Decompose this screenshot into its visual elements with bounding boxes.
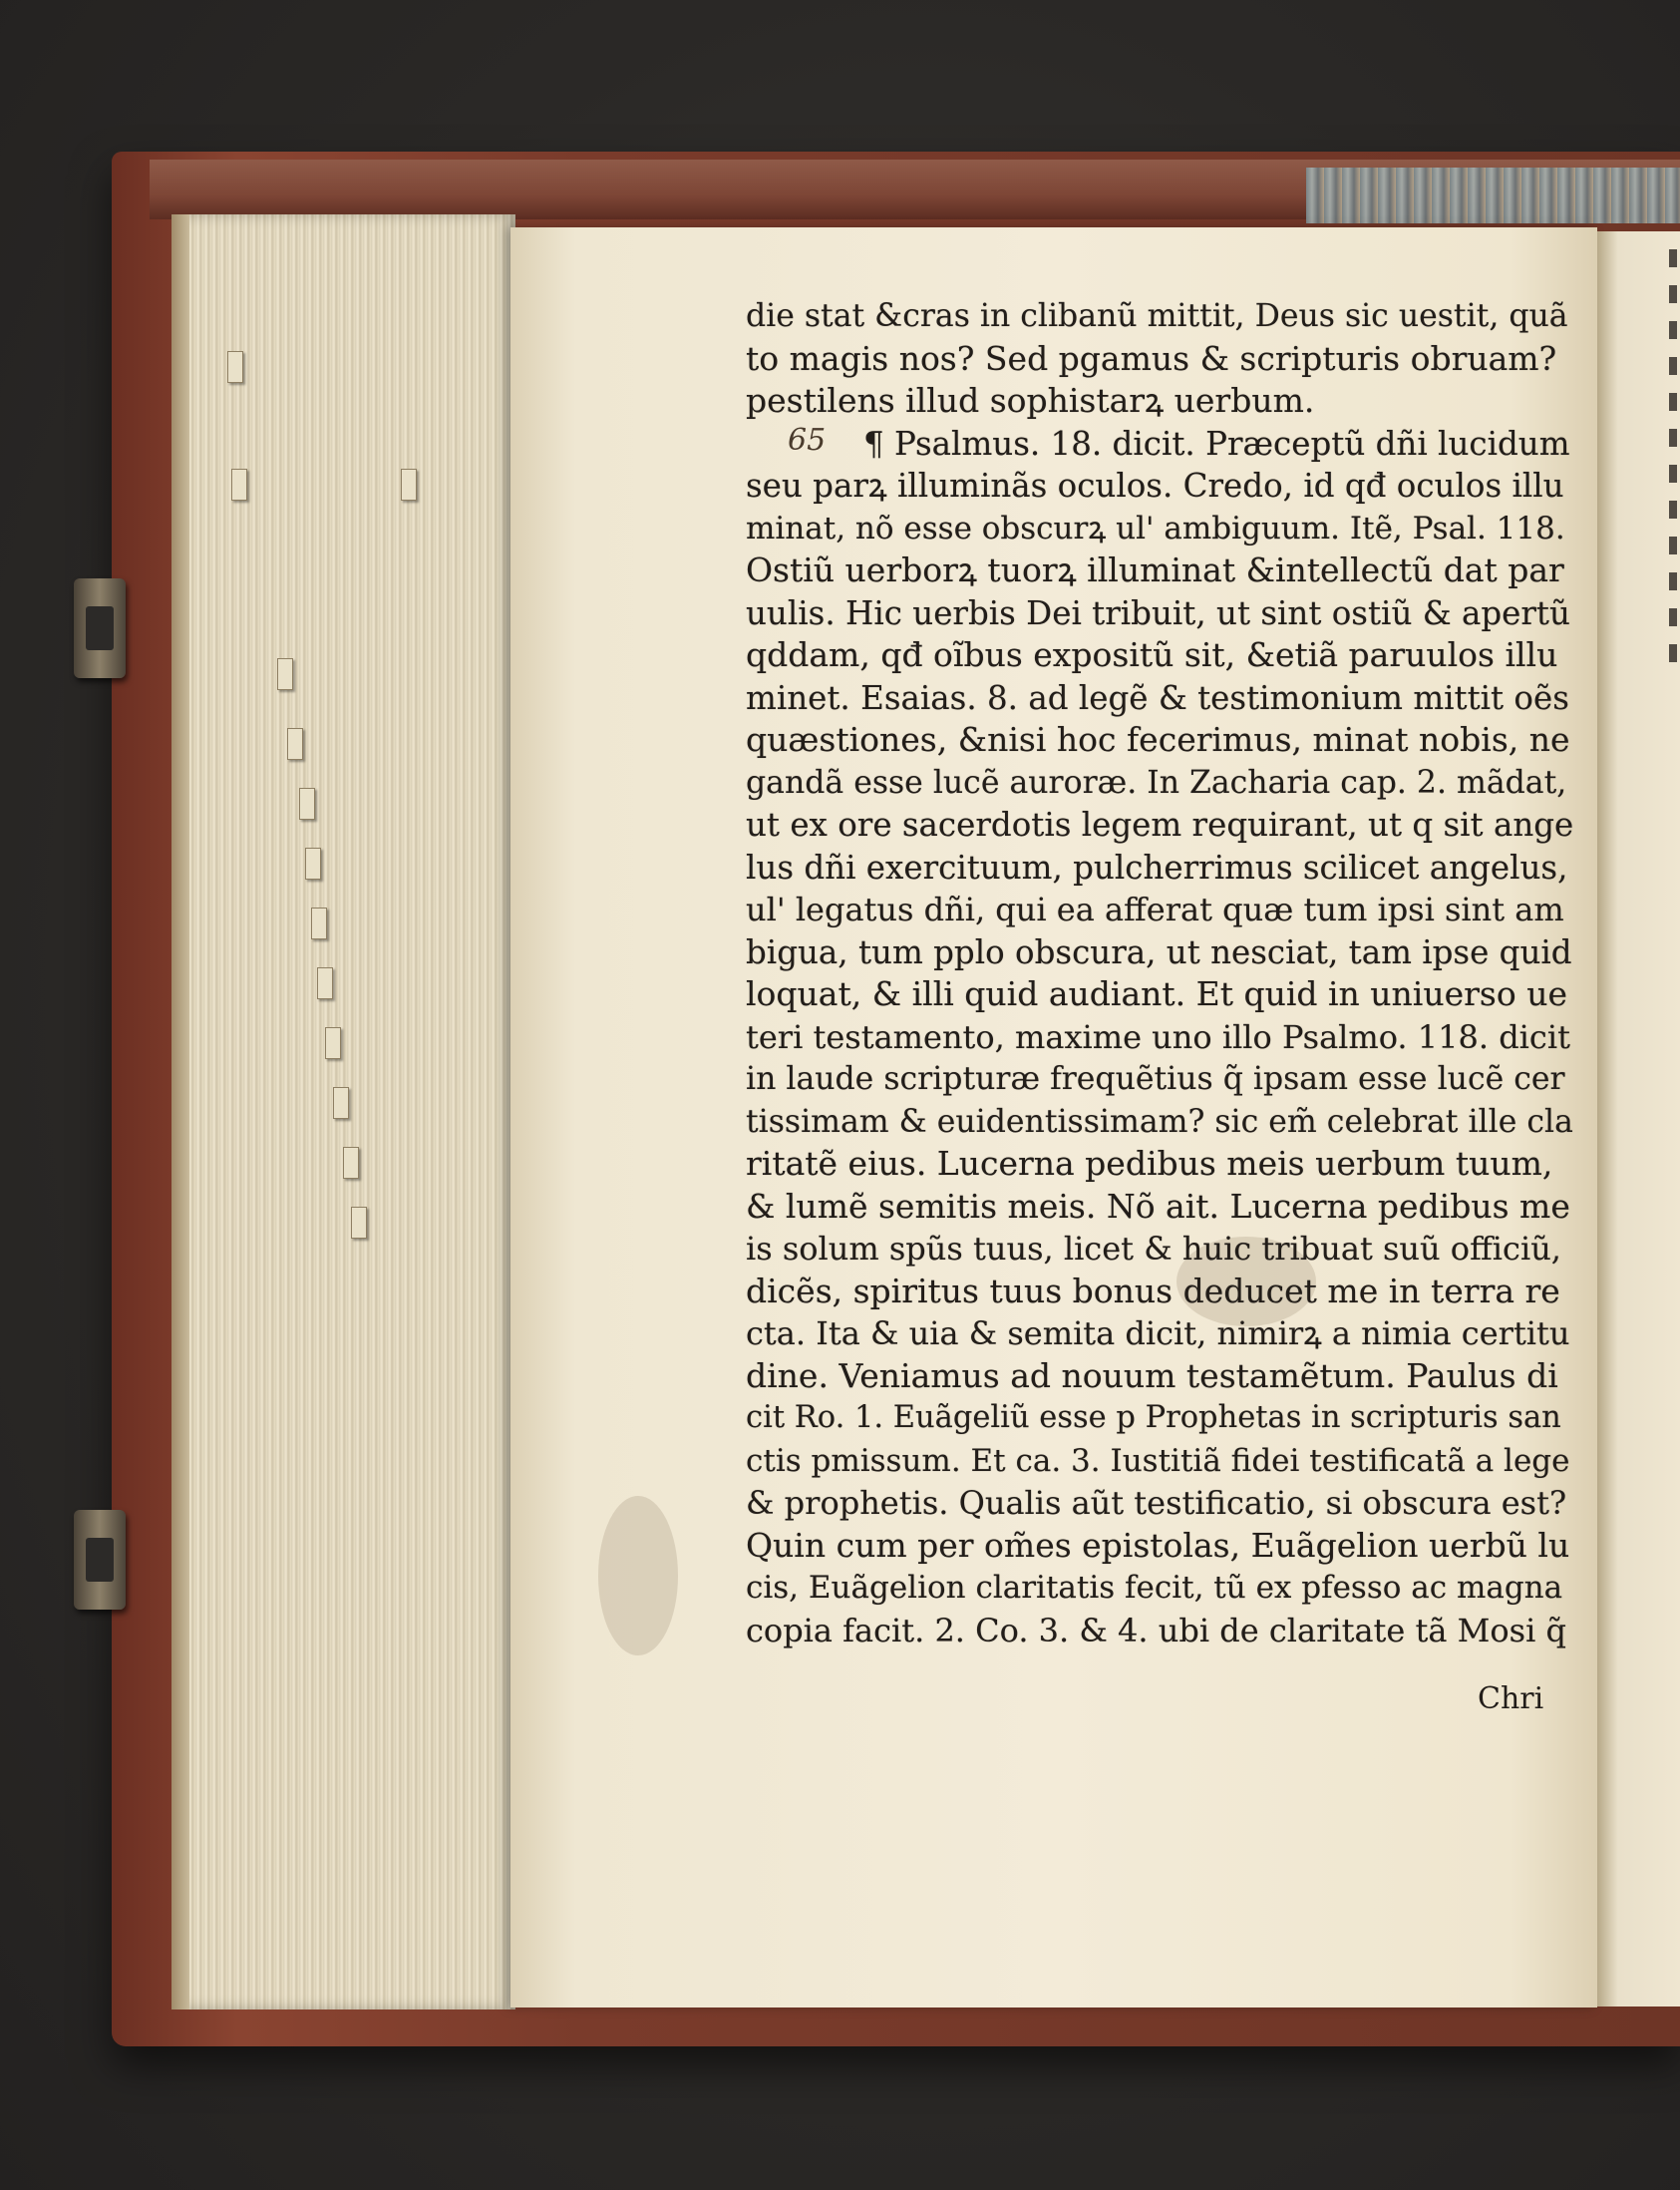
index-tab — [351, 1207, 367, 1239]
text-line: cta. Ita & uia & semita dicit, nimirꝝ a nimia certitu — [746, 1314, 1570, 1352]
index-tab — [333, 1087, 349, 1119]
text-line: ritatẽ eius. Lucerna pedibus meis uerbum tuum, — [746, 1144, 1553, 1183]
text-line: gandã esse lucẽ auroræ. In Zacharia cap. 2. mãdat, — [746, 764, 1567, 801]
text-line: uulis. Hic uerbis Dei tribuit, ut sint ostiũ & apertũ — [746, 593, 1570, 632]
text-line: lus dñi exercituum, pulcherrimus scilicet angelus, — [746, 848, 1568, 887]
text-line: minet. Esaias. 8. ad legẽ & testimonium mittit oẽs — [746, 678, 1569, 717]
index-tab — [231, 469, 247, 501]
text-line: ¶ Psalmus. 18. dicit. Præceptũ dñi lucidum — [863, 424, 1570, 463]
catchword: Chri — [1478, 1681, 1544, 1716]
text-line: in laude scripturæ frequẽtius q̃ ipsam esse lucẽ cer — [746, 1061, 1565, 1097]
headband — [1306, 168, 1680, 223]
text-line: cis, Euãgelion claritatis fecit, tũ ex pfesso ac magna — [746, 1570, 1563, 1606]
text-line: quæstiones, &nisi hoc fecerimus, minat nobis, ne — [746, 720, 1570, 759]
text-line: bigua, tum pplo obscura, ut nesciat, tam ipse quid — [746, 932, 1572, 971]
text-line: seu parꝝ illuminãs oculos. Credo, id qđ oculos illu — [746, 467, 1564, 505]
index-tab — [401, 469, 417, 501]
page-edges-shadow — [171, 214, 189, 2009]
text-line: is solum spũs tuus, licet & huic tribuat suũ officiũ, — [746, 1230, 1561, 1268]
text-line: ut ex ore sacerdotis legem requirant, ut q sit ange — [746, 806, 1574, 844]
text-line: Ostiũ uerborꝝ tuorꝝ illuminat &intellectũ dat par — [746, 550, 1564, 589]
text-line: ul' legatus dñi, qui ea afferat quæ tum ipsi sint am — [746, 891, 1564, 928]
index-tab — [325, 1027, 341, 1059]
text-line: cit Ro. 1. Euãgeliũ esse p Prophetas in scripturis san — [746, 1400, 1561, 1435]
facing-page-text-fragment — [1663, 231, 1680, 2007]
text-line: teri testamento, maxime uno illo Psalmo. 118. dicit — [746, 1017, 1570, 1056]
index-tab — [311, 908, 327, 939]
text-line: & prophetis. Qualis aũt testificatio, si obscura est? — [746, 1484, 1567, 1522]
index-tab — [343, 1147, 359, 1179]
text-line: tissimam & euidentissimam? sic em̃ celebrat ille cla — [746, 1103, 1573, 1140]
text-column — [746, 295, 1573, 1651]
text-line: copia facit. 2. Co. 3. & 4. ubi de claritate tã Mosi q̃ — [746, 1611, 1566, 1649]
text-line: & lumẽ semitis meis. Nõ ait. Lucerna pedibus me — [746, 1186, 1570, 1226]
index-tab — [299, 788, 315, 820]
text-line: minat, nõ esse obscurꝝ ul' ambiguum. Itẽ, Psal. 118. — [746, 510, 1565, 547]
text-line: ctis pmissum. Et ca. 3. Iustitiã fidei testificatã a lege — [746, 1442, 1570, 1479]
text-line: dicẽs, spiritus tuus bonus deducet me in terra re — [746, 1271, 1560, 1310]
clasp-lower — [74, 1510, 126, 1610]
clasp-upper — [74, 578, 126, 678]
margin-note: 65 — [788, 423, 827, 458]
text-line: to magis nos? Sed pgamus & scripturis obruam? — [746, 338, 1557, 378]
text-line: qddam, qđ oĩbus expositũ sit, &etiã paruulos illu — [746, 635, 1558, 674]
text-line: dine. Veniamus ad nouum testamẽtum. Paulus di — [746, 1355, 1558, 1395]
text-line: loquat, & illi quid audiant. Et quid in uniuerso ue — [746, 974, 1567, 1013]
text-line: pestilens illud sophistarꝝ uerbum. — [746, 381, 1315, 420]
index-tab — [287, 728, 303, 760]
text-line: die stat &cras in clibanũ mittit, Deus sic uestit, quã — [746, 298, 1568, 334]
index-tab — [227, 351, 243, 383]
index-tab — [317, 967, 333, 999]
index-tab — [305, 848, 321, 880]
text-line: Quin cum per om̃es epistolas, Euãgelion uerbũ lu — [746, 1525, 1570, 1565]
paper-stain — [598, 1496, 678, 1655]
index-tab — [277, 658, 293, 690]
